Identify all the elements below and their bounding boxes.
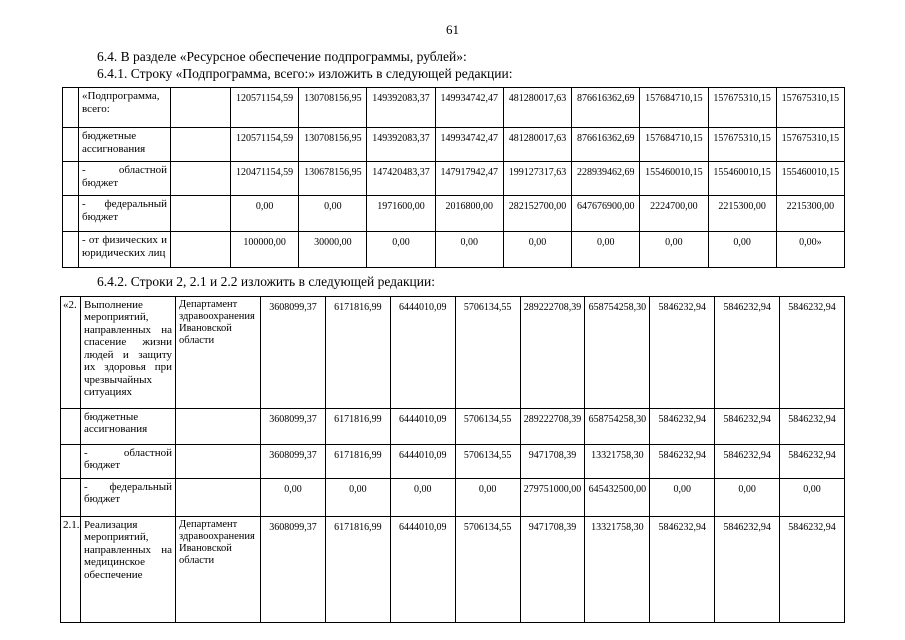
value-cell: 481280017,63 [503, 128, 571, 162]
table-row [63, 196, 845, 232]
table-row [63, 162, 845, 196]
value-cell: 5706134,55 [455, 408, 520, 444]
value-cell: 9471708,39 [520, 516, 585, 622]
row-number-cell [61, 478, 81, 516]
value-cell: 0,00 [572, 232, 640, 268]
value-cell: 3608099,37 [261, 296, 326, 408]
row-number-cell [63, 128, 79, 162]
value-cell: 2215300,00 [776, 196, 844, 232]
table-podprogramma-vsego [62, 87, 845, 268]
value-cell: 5846232,94 [780, 408, 845, 444]
department-cell: Департамент здравоохранения Ивановской области [176, 296, 261, 408]
value-cell: 6171816,99 [325, 516, 390, 622]
value-cell: 0,00 [640, 232, 708, 268]
value-cell: 5846232,94 [715, 408, 780, 444]
value-cell: 0,00 [325, 478, 390, 516]
value-cell: 130708156,95 [299, 88, 367, 128]
value-cell: 0,00 [390, 478, 455, 516]
value-cell: 157684710,15 [640, 128, 708, 162]
value-cell: 876616362,69 [572, 88, 640, 128]
value-cell: 149934742,47 [435, 128, 503, 162]
department-cell: Департамент здравоохранения Ивановской области [176, 516, 261, 622]
value-cell: 658754258,30 [585, 408, 650, 444]
value-cell: 5846232,94 [780, 444, 845, 478]
table-row [63, 88, 845, 128]
value-cell: 30000,00 [299, 232, 367, 268]
value-cell: 100000,00 [231, 232, 299, 268]
value-cell: 0,00 [455, 478, 520, 516]
value-cell: 6444010,09 [390, 296, 455, 408]
value-cell: 149934742,47 [435, 88, 503, 128]
value-cell: 157675310,15 [708, 128, 776, 162]
table-row [63, 128, 845, 162]
value-cell: 147420483,37 [367, 162, 435, 196]
value-cell: 120571154,59 [231, 88, 299, 128]
value-cell: 645432500,00 [585, 478, 650, 516]
value-cell: 13321758,30 [585, 516, 650, 622]
value-cell: 0,00 [435, 232, 503, 268]
value-cell: 0,00 [780, 478, 845, 516]
row-number-cell [63, 232, 79, 268]
value-cell: 9471708,39 [520, 444, 585, 478]
value-cell: 155460010,15 [708, 162, 776, 196]
value-cell: 199127317,63 [503, 162, 571, 196]
row-label-cell: бюджетные ассигнования [81, 408, 176, 444]
value-cell: 157684710,15 [640, 88, 708, 128]
value-cell: 5846232,94 [650, 296, 715, 408]
value-cell: 289222708,39 [520, 408, 585, 444]
value-cell: 120471154,59 [231, 162, 299, 196]
value-cell: 2016800,00 [435, 196, 503, 232]
department-cell [171, 232, 231, 268]
value-cell: 5846232,94 [650, 444, 715, 478]
table-row [61, 478, 845, 516]
row-label-cell: Выполнение мероприятий, направленных на спасение жизни людей и защиту их здоровья при чрезвычайных ситуациях [81, 296, 176, 408]
table-row [61, 444, 845, 478]
value-cell: 6171816,99 [325, 408, 390, 444]
value-cell: 0,00 [503, 232, 571, 268]
row-label-cell: - областной бюджет [81, 444, 176, 478]
value-cell: 647676900,00 [572, 196, 640, 232]
table-podprogramma-body [63, 88, 845, 268]
value-cell: 0,00 [299, 196, 367, 232]
row-label-cell: - областной бюджет [79, 162, 171, 196]
row-label-cell: - федеральный бюджет [79, 196, 171, 232]
value-cell: 6444010,09 [390, 408, 455, 444]
value-cell: 2224700,00 [640, 196, 708, 232]
value-cell: 157675310,15 [776, 128, 844, 162]
value-cell: 120571154,59 [231, 128, 299, 162]
value-cell: 5846232,94 [715, 296, 780, 408]
value-cell: 6171816,99 [325, 444, 390, 478]
value-cell: 147917942,47 [435, 162, 503, 196]
value-cell: 5846232,94 [780, 516, 845, 622]
row-number-cell [61, 444, 81, 478]
row-label-cell: - федеральный бюджет [81, 478, 176, 516]
paragraph-6-4: 6.4. В разделе «Ресурсное обеспечение подпрограммы, рублей»: [97, 49, 467, 64]
value-cell: 5706134,55 [455, 516, 520, 622]
department-cell [176, 444, 261, 478]
value-cell: 2215300,00 [708, 196, 776, 232]
value-cell: 0,00» [776, 232, 844, 268]
value-cell: 155460010,15 [640, 162, 708, 196]
value-cell: 0,00 [650, 478, 715, 516]
value-cell: 0,00 [231, 196, 299, 232]
value-cell: 157675310,15 [708, 88, 776, 128]
value-cell: 0,00 [708, 232, 776, 268]
value-cell: 1971600,00 [367, 196, 435, 232]
department-cell [171, 162, 231, 196]
value-cell: 228939462,69 [572, 162, 640, 196]
row-number-cell [63, 88, 79, 128]
row-number-cell: 2.1. [61, 516, 81, 622]
value-cell: 130678156,95 [299, 162, 367, 196]
value-cell: 149392083,37 [367, 128, 435, 162]
value-cell: 157675310,15 [776, 88, 844, 128]
paragraph-6-4-1: 6.4.1. Строку «Подпрограмма, всего:» изложить в следующей редакции: [97, 65, 513, 81]
table-stroki-2 [60, 296, 845, 623]
value-cell: 279751000,00 [520, 478, 585, 516]
value-cell: 876616362,69 [572, 128, 640, 162]
value-cell: 149392083,37 [367, 88, 435, 128]
row-number-cell [63, 196, 79, 232]
value-cell: 0,00 [715, 478, 780, 516]
value-cell: 3608099,37 [261, 516, 326, 622]
value-cell: 5846232,94 [715, 444, 780, 478]
department-cell [171, 196, 231, 232]
department-cell [176, 408, 261, 444]
value-cell: 6444010,09 [390, 444, 455, 478]
paragraph-6-4-2: 6.4.2. Строки 2, 2.1 и 2.2 изложить в следующей редакции: [97, 274, 435, 289]
department-cell [171, 88, 231, 128]
value-cell: 3608099,37 [261, 444, 326, 478]
value-cell: 0,00 [261, 478, 326, 516]
value-cell: 130708156,95 [299, 128, 367, 162]
value-cell: 13321758,30 [585, 444, 650, 478]
row-number-cell: «2. [61, 296, 81, 408]
value-cell: 5706134,55 [455, 444, 520, 478]
value-cell: 5846232,94 [780, 296, 845, 408]
row-number-cell [63, 162, 79, 196]
value-cell: 5706134,55 [455, 296, 520, 408]
value-cell: 658754258,30 [585, 296, 650, 408]
department-cell [171, 128, 231, 162]
value-cell: 282152700,00 [503, 196, 571, 232]
value-cell: 5846232,94 [650, 516, 715, 622]
value-cell: 481280017,63 [503, 88, 571, 128]
value-cell: 289222708,39 [520, 296, 585, 408]
row-label-cell: «Подпрограмма, всего: [79, 88, 171, 128]
row-label-cell: Реализация мероприятий, направленных на медицинское обеспечение [81, 516, 176, 622]
page-number: 61 [446, 22, 459, 37]
row-label-cell: бюджетные ассигнования [79, 128, 171, 162]
table-row [63, 232, 845, 268]
table-row [61, 516, 845, 622]
value-cell: 6171816,99 [325, 296, 390, 408]
value-cell: 6444010,09 [390, 516, 455, 622]
row-number-cell [61, 408, 81, 444]
value-cell: 5846232,94 [650, 408, 715, 444]
value-cell: 0,00 [367, 232, 435, 268]
table-stroki-2-body [61, 296, 845, 622]
value-cell: 155460010,15 [776, 162, 844, 196]
row-label-cell: - от физических и юридических лиц [79, 232, 171, 268]
table-row [61, 296, 845, 408]
table-row [61, 408, 845, 444]
department-cell [176, 478, 261, 516]
value-cell: 3608099,37 [261, 408, 326, 444]
value-cell: 5846232,94 [715, 516, 780, 622]
